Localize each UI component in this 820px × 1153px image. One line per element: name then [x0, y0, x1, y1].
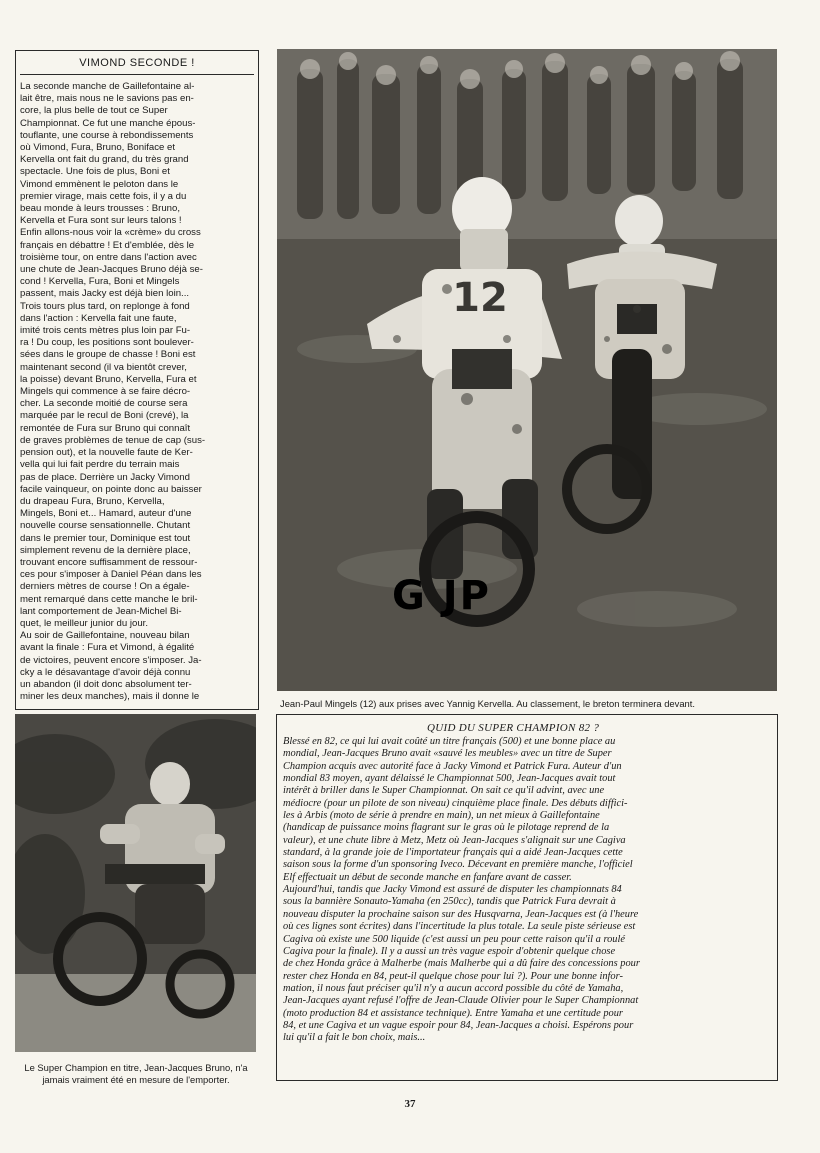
motocross-rider-illustration	[15, 714, 256, 1052]
main-photo-caption: Jean-Paul Mingels (12) aux prises avec Yannig Kervella. Au classement, le breton terminera devant.	[280, 698, 695, 709]
photo-watermark: G JP	[392, 573, 491, 619]
main-photo	[277, 49, 777, 691]
left-article-body: La seconde manche de Gaillefontaine al- lait être, mais nous ne le savions pas en- core, la plus belle de tout ce Super Championnat. Ce fut une manche épous- touflante, une course à rebondissements où Vimond, Fura, Bruno, Boniface et Kervella ont fait du grand, du très grand spectacle. Une fois de plus, Boni et Vimond emmènent le peloton dans le premier virage, mais cette fois, il y a du beau monde à leurs trousses : Bruno, Kervella et Fura sont sur leurs talons ! Enfin allons-nous voir la «crème» du cross français en débattre ! Et d'emblée, dès le troisième tour, on entre dans l'action avec une chute de Jean-Jacques Bruno déjà se- cond ! Kervella, Fura, Boni et Mingels passent, mais Jacky est déjà bien loin... Trois tours plus tard, on replonge à fond dans l'action : Kervella fait une faute, imité trois cents mètres plus loin par Fu- ra ! Du coup, les positions sont boulever- sées dans le groupe de chasse ! Boni est maintenant second (il va bientôt crever, la poisse) devant Bruno, Kervella, Fura et Mingels qui commence à se faire décro- cher. La seconde moitié de course sera marquée par le recul de Boni (crevé), la remontée de Fura sur Bruno qui connaît de graves problèmes de tenue de cap (sus- pension out), et la nouvelle faute de Ker- vella qui lui fait perdre du terrain mais pas de place. Derrière un Jacky Vimond facile vainqueur, on pointe donc au baisser du drapeau Fura, Bruno, Kervella, Mingels, Boni et... Hamard, auteur d'une nouvelle course sensationnelle. Chutant dans le premier tour, Dominique est tout simplement revenu de la dernière place, trouvant encore suffisamment de ressour- ces pour s'imposer à Daniel Péan dans les derniers mètres de course ! On a égale- ment remarqué dans cette manche le bril- lant comportement de Jean-Michel Bi- quet, le meilleur junior du jour. Au soir de Gaillefontaine, nouveau bilan avant la finale : Fura et Vimond, à égalité de victoires, peuvent encore s'imposer. Ja- cky a le désavantage d'avoir déjà connu un abandon (il doit donc absolument ter- miner les deux manches), mais il donne le	[20, 81, 206, 703]
page-number: 37	[404, 1098, 416, 1110]
right-article-title: QUID DU SUPER CHAMPION 82 ?	[427, 722, 600, 734]
rider-number: 12	[452, 275, 508, 321]
small-photo	[15, 714, 256, 1052]
right-article-box	[276, 714, 778, 1081]
motocross-riders-illustration	[277, 49, 777, 691]
left-article-title: VIMOND SECONDE !	[20, 51, 254, 75]
right-article-body: Blessé en 82, ce qui lui avait coûté un titre français (500) et une bonne place au mondial, Jean-Jacques Bruno avait «sauvé les meubles» avec un titre de Super Champion acquis avec autorité face à Jacky Vimond et Patrick Fura. Auteur d'un mondial 83 moyen, ayant délaissé le Championnat 500, Jean-Jacques avait tout intérêt à briller dans le Super Championnat. On sait ce qu'il advint, avec une médiocre (pour un pilote de son niveau) cinquième place finale. Des débuts diffici- les à Arbis (moto de série à prendre en main), un net mieux à Gaillefontaine (handicap de puissance moins flagrant sur le gras où le pilotage reprend de la valeur), et une chute libre à Metz, Metz où Jean-Jacques s'alignait sur une Cagiva standard, à la grande joie de l'importateur français qui a aidé Jean-Jacques cette saison sous la forme d'un sponsoring Iveco. Décevant en première manche, l'officiel Elf effectuait un début de seconde manche en fanfare avant de casser. Aujourd'hui, tandis que Jacky Vimond est assuré de disputer les championnats 84 sous la bannière Sonauto-Yamaha (en 250cc), tandis que Patrick Fura devrait à nouveau disputer la prochaine saison sur des Husqvarna, Jean-Jacques est (à l'heure où ces lignes sont écrites) dans l'incertitude la plus totale. La seule piste sérieuse est Cagiva où existe une 500 liquide (c'est aussi un peu pour cette raison qu'il a roulé Cagiva pour la finale). Il y a aussi un très vague espoir d'obtenir quelque chose de chez Honda grâce à Malherbe (mais Malherbe qui a dû faire des concessions pour rester chez Honda en 84, peut-il quelque chose pour lui ?). Pour une bonne infor- mation, il nous faut préciser qu'il n'y a aucun accord possible du côté de Yamaha, Jean-Jacques ayant refusé l'offre de Jean-Claude Olivier pour le Super Championnat (moto production 84 et assistance technique). Entre Yamaha et une certitude pour 84, et une Cagiva et un vague espoir pour 84, Jean-Jacques a choisi. Espérons pour lui qu'il a fait le bon choix, mais...	[283, 736, 640, 1044]
small-photo-caption: Le Super Champion en titre, Jean-Jacques Bruno, n'a jamais vraiment été en mesure de l'emporter.	[24, 1062, 248, 1085]
left-article-box	[15, 50, 259, 710]
